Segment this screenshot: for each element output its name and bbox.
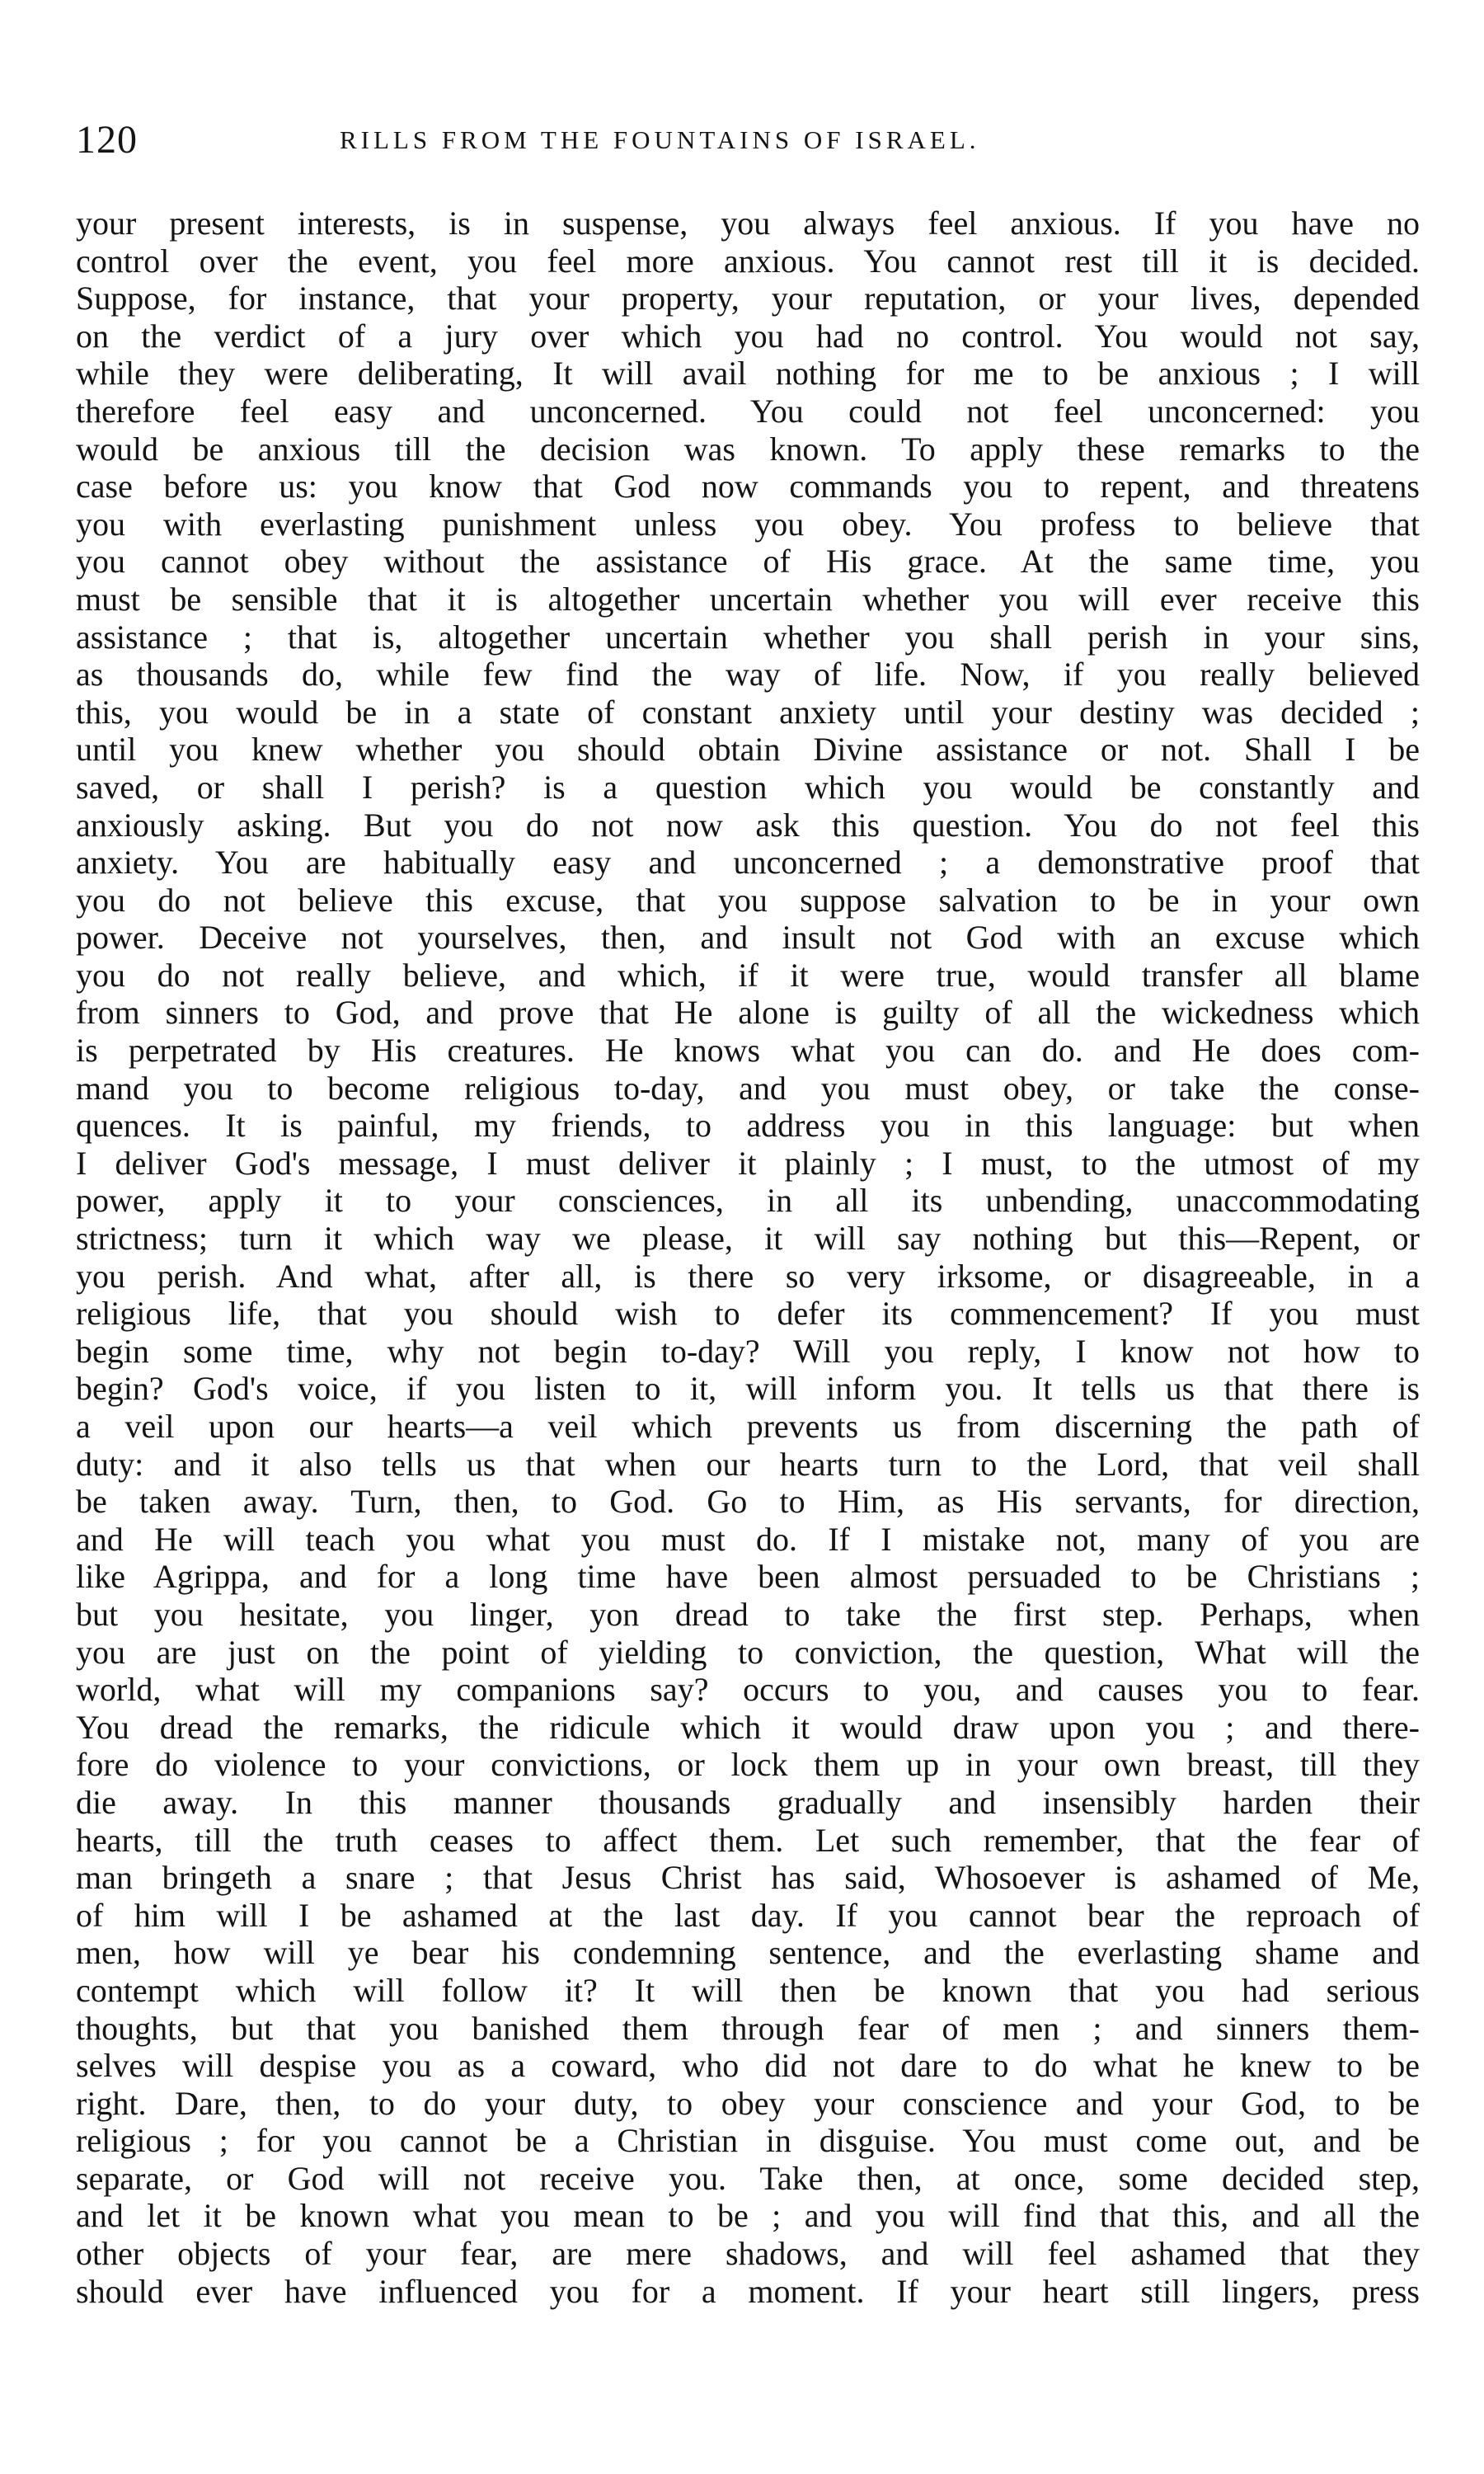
text-line: you cannot obey without the assistance of His grace. At the same time, you [76,543,1420,581]
text-line: anxiety. You are habitually easy and unconcerned ; a demonstrative proof that [76,844,1420,882]
text-line: Suppose, for instance, that your property, your reputation, or your lives, depended [76,280,1420,317]
text-line: of him will I be ashamed at the last day. If you cannot bear the reproach of [76,1896,1420,1934]
text-line: your present interests, is in suspense, you always feel anxious. If you have no [76,205,1420,242]
text-line: separate, or God will not receive you. Take then, at once, some decided step, [76,2159,1420,2197]
text-line: duty: and it also tells us that when our hearts turn to the Lord, that veil shall [76,1445,1420,1483]
text-line: saved, or shall I perish? is a question which you would be constantly and [76,768,1420,806]
body-text [76,205,1420,2310]
text-line: you do not really believe, and which, if it were true, would transfer all blame [76,956,1420,994]
text-line: power. Deceive not yourselves, then, and insult not God with an excuse which [76,919,1420,957]
running-title: RILLS FROM THE FOUNTAINS OF ISRAEL. [340,125,980,154]
text-line: on the verdict of a jury over which you had no control. You would not say, [76,317,1420,355]
text-line: begin? God's voice, if you listen to it, will inform you. It tells us that there is [76,1370,1420,1408]
page-number: 120 [76,118,138,162]
text-line: thoughts, but that you banished them through fear of men ; and sinners them- [76,2009,1420,2047]
text-line: as thousands do, while few find the way of life. Now, if you really believed [76,656,1420,694]
text-line: assistance ; that is, altogether uncertain whether you shall perish in your sins, [76,618,1420,656]
text-line: control over the event, you feel more anxious. You cannot rest till it is decided. [76,242,1420,280]
text-line: begin some time, why not begin to-day? Will you reply, I know not how to [76,1332,1420,1370]
text-line: power, apply it to your consciences, in all its unbending, unaccommodating [76,1182,1420,1220]
running-head [76,115,1420,165]
text-line: like Agrippa, and for a long time have been almost persuaded to be Christians ; [76,1558,1420,1596]
text-line: men, how will ye bear his condemning sentence, and the everlasting shame and [76,1934,1420,1972]
text-line: a veil upon our hearts—a veil which prevents us from discerning the path of [76,1408,1420,1445]
text-line: anxiously asking. But you do not now ask this question. You do not feel this [76,806,1420,844]
text-line: this, you would be in a state of constant anxiety until your destiny was decided ; [76,693,1420,731]
text-line: selves will despise you as a coward, who did not dare to do what he knew to be [76,2047,1420,2085]
text-line: you perish. And what, after all, is there so very irksome, or disagreeable, in a [76,1257,1420,1295]
text-line: is perpetrated by His creatures. He knows what you can do. and He does com- [76,1032,1420,1070]
text-line: mand you to become religious to-day, and you must obey, or take the conse- [76,1069,1420,1107]
text-line: hearts, till the truth ceases to affect them. Let such remember, that the fear of [76,1821,1420,1859]
text-line: other objects of your fear, are mere shadows, and will feel ashamed that they [76,2235,1420,2273]
text-line: must be sensible that it is altogether uncertain whether you will ever receive this [76,580,1420,618]
text-line: and He will teach you what you must do. If I mistake not, many of you are [76,1520,1420,1558]
text-line: man bringeth a snare ; that Jesus Christ has said, Whosoever is ashamed of Me, [76,1859,1420,1897]
text-line: therefore feel easy and unconcerned. You could not feel unconcerned: you [76,392,1420,430]
text-line: case before us: you know that God now commands you to repent, and threatens [76,468,1420,506]
text-line: should ever have influenced you for a moment. If your heart still lingers, press [76,2272,1420,2310]
text-line: would be anxious till the decision was known. To apply these remarks to the [76,430,1420,468]
text-line: from sinners to God, and prove that He alone is guilty of all the wickedness which [76,994,1420,1032]
text-line: die away. In this manner thousands gradually and insensibly harden their [76,1783,1420,1821]
text-line: religious ; for you cannot be a Christian in disguise. You must come out, and be [76,2122,1420,2160]
text-line: but you hesitate, you linger, yon dread to take the first step. Perhaps, when [76,1595,1420,1633]
text-line: You dread the remarks, the ridicule which it would draw upon you ; and there- [76,1708,1420,1746]
text-line: strictness; turn it which way we please, it will say nothing but this—Repent, or [76,1220,1420,1258]
text-line: and let it be known what you mean to be ; and you will find that this, and all the [76,2197,1420,2235]
text-line: while they were deliberating, It will avail nothing for me to be anxious ; I will [76,355,1420,393]
text-line: you with everlasting punishment unless you obey. You profess to believe that [76,505,1420,543]
text-line: contempt which will follow it? It will then be known that you had serious [76,1971,1420,2009]
text-line: quences. It is painful, my friends, to address you in this language: but when [76,1107,1420,1145]
text-line: religious life, that you should wish to defer its commencement? If you must [76,1295,1420,1333]
text-line: you do not believe this excuse, that you suppose salvation to be in your own [76,881,1420,919]
text-line: right. Dare, then, to do your duty, to obey your conscience and your God, to be [76,2084,1420,2122]
text-line: fore do violence to your convictions, or lock them up in your own breast, till they [76,1746,1420,1784]
text-line: you are just on the point of yielding to conviction, the question, What will the [76,1633,1420,1671]
text-line: be taken away. Turn, then, to God. Go to Him, as His servants, for direction, [76,1483,1420,1521]
text-line: until you knew whether you should obtain Divine assistance or not. Shall I be [76,731,1420,769]
text-line: I deliver God's message, I must deliver it plainly ; I must, to the utmost of my [76,1144,1420,1182]
text-line: world, what will my companions say? occurs to you, and causes you to fear. [76,1671,1420,1709]
